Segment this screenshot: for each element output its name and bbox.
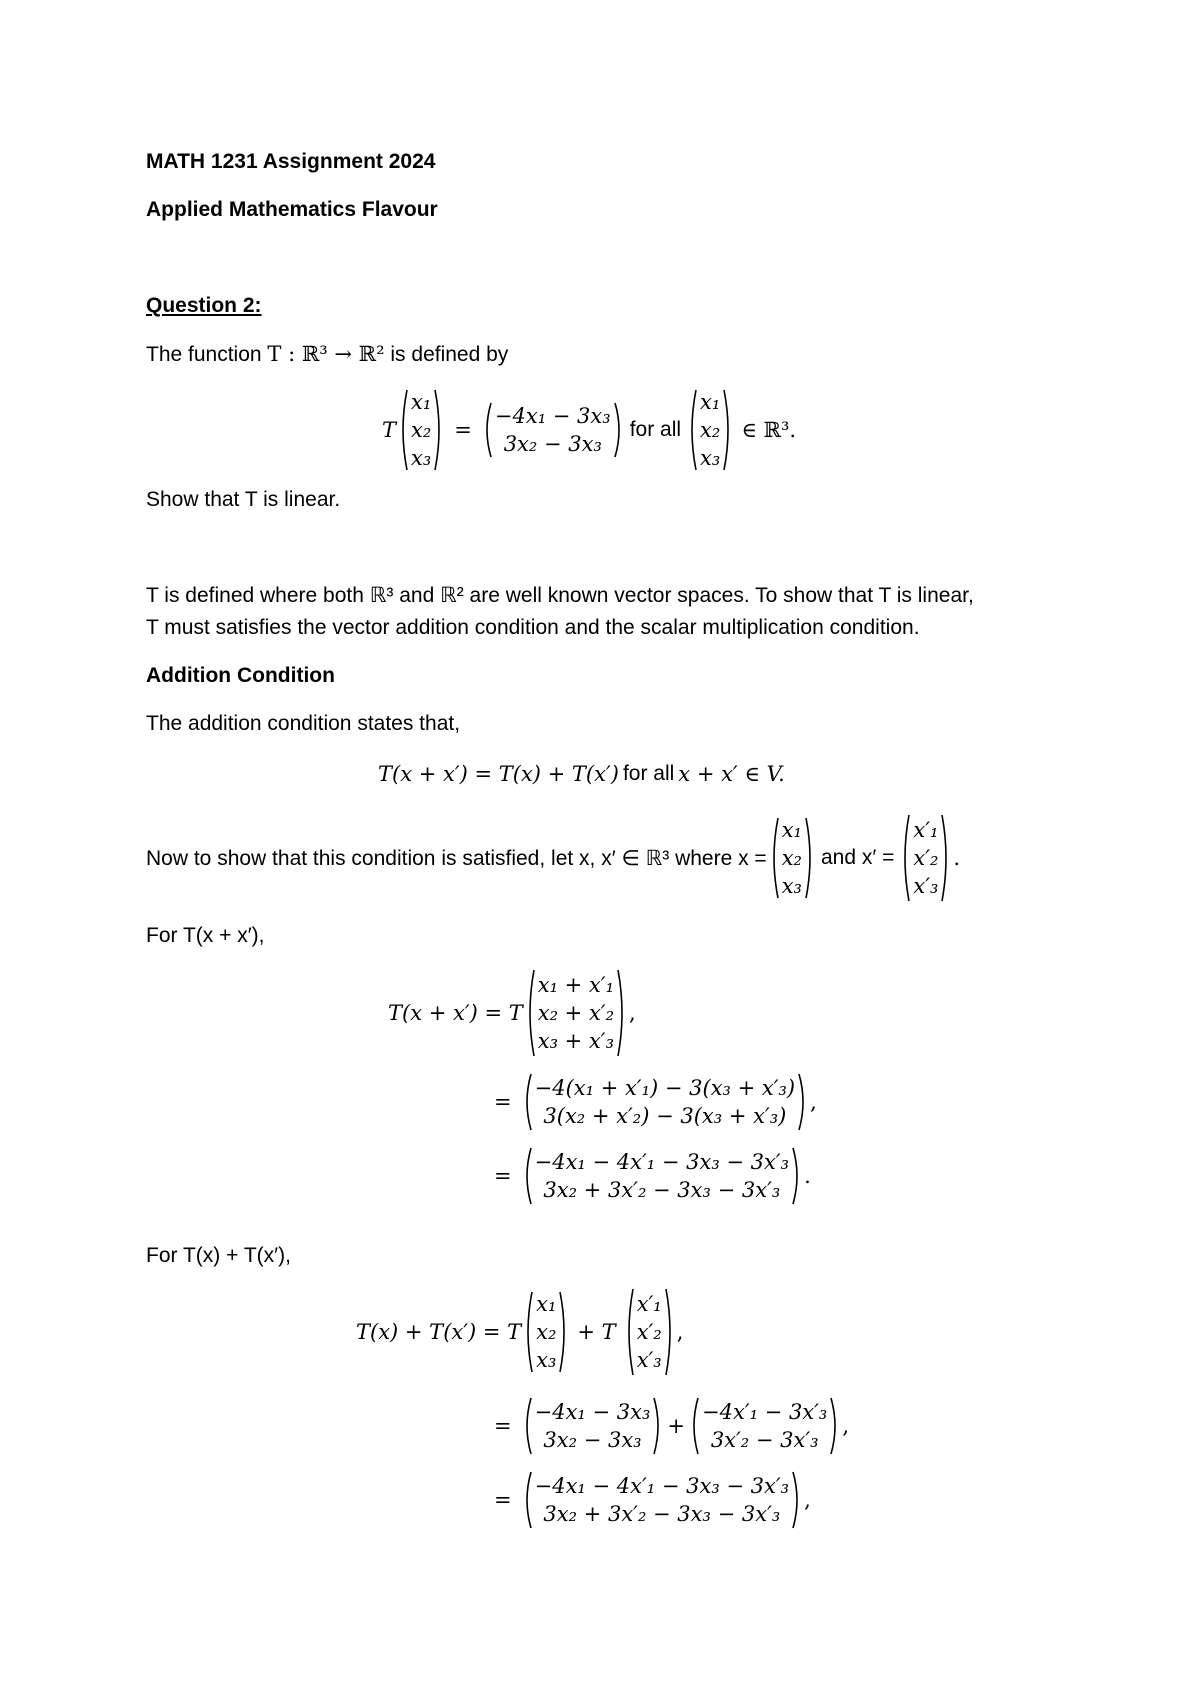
- vector-entry: x₂: [536, 1320, 557, 1344]
- vector-entry: x′₁: [913, 818, 939, 842]
- addition-eq-tail: x + x′ ∈ V.: [678, 762, 785, 786]
- rhs-step2-vector-b: [689, 1396, 840, 1456]
- vector-entry: x₂: [411, 418, 432, 442]
- question-intro: [146, 340, 508, 369]
- vector-entry: x₂ + x′₂: [537, 1001, 614, 1025]
- question-label: Question 2:: [146, 294, 262, 317]
- x-vector: [769, 816, 815, 900]
- lhs-step1: T(x + x′) = T x₁ + x′₁ x₂ + x′₂ x₃ + x′₃ ,: [388, 966, 636, 1060]
- vector-entry: −4x′₁ − 3x′₃: [702, 1400, 828, 1424]
- lhs-step3: = −4x₁ − 4x′₁ − 3x₃ − 3x′₃ 3x₂ + 3x′₂ − 3x₃ − 3x′₃ .: [494, 1144, 811, 1208]
- now-text: Now to show that this condition is satisfied, let x, x′ ∈ ℝ³ where x =: [146, 846, 767, 870]
- addition-intro: The addition condition states that,: [146, 712, 461, 735]
- vector-entry: x₁ + x′₁: [537, 973, 614, 997]
- vector-entry: x′₃: [636, 1348, 662, 1372]
- vector-entry: −4(x₁ + x′₁) − 3(x₃ + x′₃): [534, 1076, 796, 1100]
- vector-entry: x′₂: [636, 1320, 662, 1344]
- vector-entry: 3x₂ + 3x′₂ − 3x₃ − 3x′₃: [543, 1178, 781, 1202]
- vector-entry: x₁: [411, 390, 432, 414]
- vector-entry: x₃: [536, 1348, 557, 1372]
- x-prime-vector: [900, 813, 951, 903]
- for-all-text: for all: [629, 418, 682, 441]
- def-lhs: T: [382, 418, 397, 442]
- document-subtitle: Applied Mathematics Flavour: [146, 198, 438, 221]
- vector-entry: 3x′₂ − 3x′₃: [710, 1428, 819, 1452]
- lhs-step2-vector: [522, 1072, 809, 1132]
- let-x-line: Now to show that this condition is satisfied, let x, x′ ∈ ℝ³ where x = x₁ x₂ x₃ and x′ = x′₁ x′₂ x′₃ .: [146, 810, 960, 906]
- question-intro-suffix: is defined by: [390, 343, 509, 366]
- for-lhs-label: For T(x + x′),: [146, 924, 265, 947]
- question-task: Show that T is linear.: [146, 488, 341, 511]
- solution-para-line2: T must satisfies the vector addition condition and the scalar multiplication condition.: [146, 616, 920, 639]
- addition-condition-equation: [378, 758, 785, 790]
- solution-para-line1: T is defined where both ℝ³ and ℝ² are well known vector spaces. To show that T is linear,: [146, 584, 974, 607]
- lhs-step3-vector: [522, 1146, 802, 1206]
- rhs-step3-vector: [522, 1470, 802, 1530]
- rhs-step1: T(x) + T(x′) = T x₁ x₂ x₃ + T x′₁ x′₂ x′₃ ,: [356, 1284, 683, 1380]
- addition-eq: T(x + x′) = T(x) + T(x′): [378, 762, 619, 786]
- def-input-vector: [398, 388, 444, 472]
- rhs-plus-T: + T: [577, 1320, 616, 1344]
- vector-entry: x′₁: [636, 1292, 662, 1316]
- def-domain: ∈ ℝ³.: [741, 418, 797, 442]
- rhs-eq-start: T(x) + T(x′) = T: [356, 1320, 522, 1344]
- rhs-vector-2: [624, 1287, 675, 1377]
- question-intro-map: T : ℝ³ → ℝ²: [267, 342, 385, 366]
- vector-entry: 3x₂ − 3x₃: [543, 1428, 642, 1452]
- rhs-step2-vector-a: [522, 1396, 664, 1456]
- vector-entry: −4x₁ − 4x′₁ − 3x₃ − 3x′₃: [534, 1150, 790, 1174]
- for-rhs-label: For T(x) + T(x′),: [146, 1244, 291, 1267]
- vector-entry: −4x₁ − 3x₃: [534, 1400, 651, 1424]
- lhs-eq-start: T(x + x′) = T: [388, 1001, 523, 1025]
- definition-equation: T x₁ x₂ x₃ = −4x₁ − 3x₃ 3x₂ − 3x₃ for all x₁ x₂ x₃ ∈ ℝ³.: [382, 390, 797, 470]
- lhs-step2: = −4(x₁ + x′₁) − 3(x₃ + x′₃) 3(x₂ + x′₂) − 3(x₃ + x′₃) ,: [494, 1070, 817, 1134]
- rhs-step3: = −4x₁ − 4x′₁ − 3x₃ − 3x′₃ 3x₂ + 3x′₂ − 3x₃ − 3x′₃ ,: [494, 1468, 811, 1532]
- vector-entry: x′₃: [913, 874, 939, 898]
- vector-entry: x₃: [781, 874, 802, 898]
- vector-entry: x′₂: [913, 846, 939, 870]
- addition-for-all: for all: [622, 762, 675, 785]
- vector-entry: x₃: [700, 446, 721, 470]
- vector-entry: x₃: [411, 446, 432, 470]
- vector-entry: 3x₂ + 3x′₂ − 3x₃ − 3x′₃: [543, 1502, 781, 1526]
- right-paren: [434, 388, 444, 472]
- and-text: and x′ =: [820, 846, 895, 869]
- def-domain-vector: [687, 388, 733, 472]
- vector-entry: 3(x₂ + x′₂) − 3(x₃ + x′₃): [543, 1104, 787, 1128]
- vector-entry: x₁: [781, 818, 802, 842]
- rhs-vector-1: [523, 1290, 569, 1374]
- vector-entry: x₂: [781, 846, 802, 870]
- question-intro-prefix: The function: [146, 343, 262, 366]
- vector-entry: x₃ + x′₃: [537, 1029, 614, 1053]
- def-output-vector: [482, 401, 624, 459]
- vector-entry: −4x₁ − 3x₃: [494, 404, 611, 428]
- lhs-vector: [525, 968, 627, 1058]
- document-title: MATH 1231 Assignment 2024: [146, 150, 436, 173]
- vector-entry: x₂: [700, 418, 721, 442]
- left-paren: [398, 388, 408, 472]
- vector-entry: x₁: [536, 1292, 557, 1316]
- rhs-step2: = −4x₁ − 3x₃ 3x₂ − 3x₃ + −4x′₁ − 3x′₃ 3x′₂ − 3x′₃ ,: [494, 1394, 849, 1458]
- addition-heading: Addition Condition: [146, 664, 335, 687]
- vector-entry: 3x₂ − 3x₃: [503, 432, 602, 456]
- vector-entry: x₁: [700, 390, 721, 414]
- vector-entry: −4x₁ − 4x′₁ − 3x₃ − 3x′₃: [534, 1474, 790, 1498]
